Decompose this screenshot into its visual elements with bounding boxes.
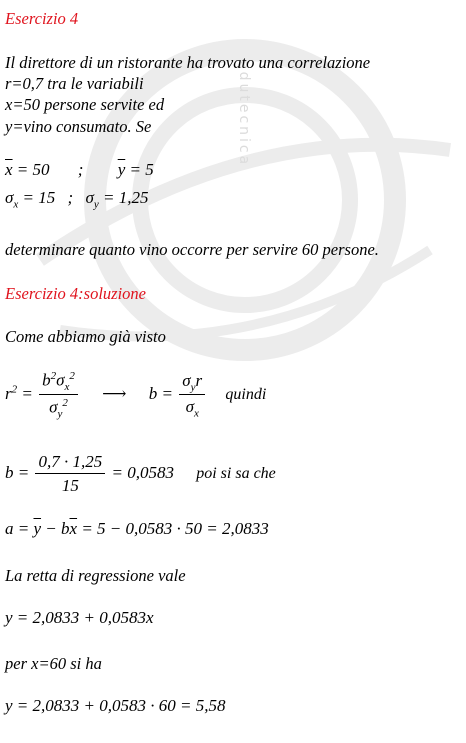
problem-line-4: y=vino consumato. Se bbox=[5, 117, 152, 136]
heading-solution: Esercizio 4:soluzione bbox=[5, 284, 146, 303]
watermark-text: edutecnica bbox=[236, 60, 252, 168]
formula-r-and-b: $r^2$ = $\frac{b^2\sigma_x^2}{\sigma_y^2}$ ⟶ b = $\frac{\sigma_yr}{\sigma_x}$ quindi bbox=[5, 370, 267, 421]
intro-text: Come abbiamo già visto bbox=[5, 327, 166, 346]
heading-exercise: Esercizio 4 bbox=[5, 9, 79, 28]
problem-line-3: x=50 persone servite ed bbox=[5, 95, 165, 114]
final-equation: y = 2,0833 + 0,0583 · 60 = 5,58 bbox=[5, 696, 226, 715]
r-squared-fraction: $\frac{b^2\sigma_x^2}{\sigma_y^2}$ bbox=[39, 370, 78, 420]
problem-line-1: Il direttore di un ristorante ha trovato una correlazione bbox=[5, 53, 371, 72]
quindi-text: quindi bbox=[225, 385, 267, 403]
calc-a: $a = \overline{y} - b\overline{x} = 5 - 0,0583 \cdot 50 = 2,0833$ bbox=[5, 519, 269, 538]
retta-text: La retta di regressione vale bbox=[5, 566, 186, 585]
calc-b: b = $\frac{0,7 \cdot 1,25}{15}$ = 0,0583 poi si sa che bbox=[5, 452, 276, 495]
given-means: $\overline{x} = 50$ ; $\overline{y} = 5$ bbox=[5, 160, 154, 179]
implies-arrow-icon: ⟶ bbox=[102, 383, 127, 403]
question-text: determinare quanto vino occorre per servire 60 persone. bbox=[5, 240, 379, 259]
b-fraction: $\frac{\sigma_yr}{\sigma_x}$ bbox=[179, 371, 205, 420]
problem-line-2: r=0,7 tra le variabili bbox=[5, 74, 144, 93]
given-std-devs: $\sigma_x = 15$ ; $\sigma_y = 1,25$ bbox=[5, 188, 149, 211]
per-x-text: per x=60 si ha bbox=[5, 654, 102, 673]
regression-equation: y = 2,0833 + 0,0583x bbox=[5, 608, 154, 627]
poi-text: poi si sa che bbox=[196, 464, 276, 482]
calc-b-fraction: $\frac{0,7 \cdot 1,25}{15}$ bbox=[35, 452, 105, 496]
